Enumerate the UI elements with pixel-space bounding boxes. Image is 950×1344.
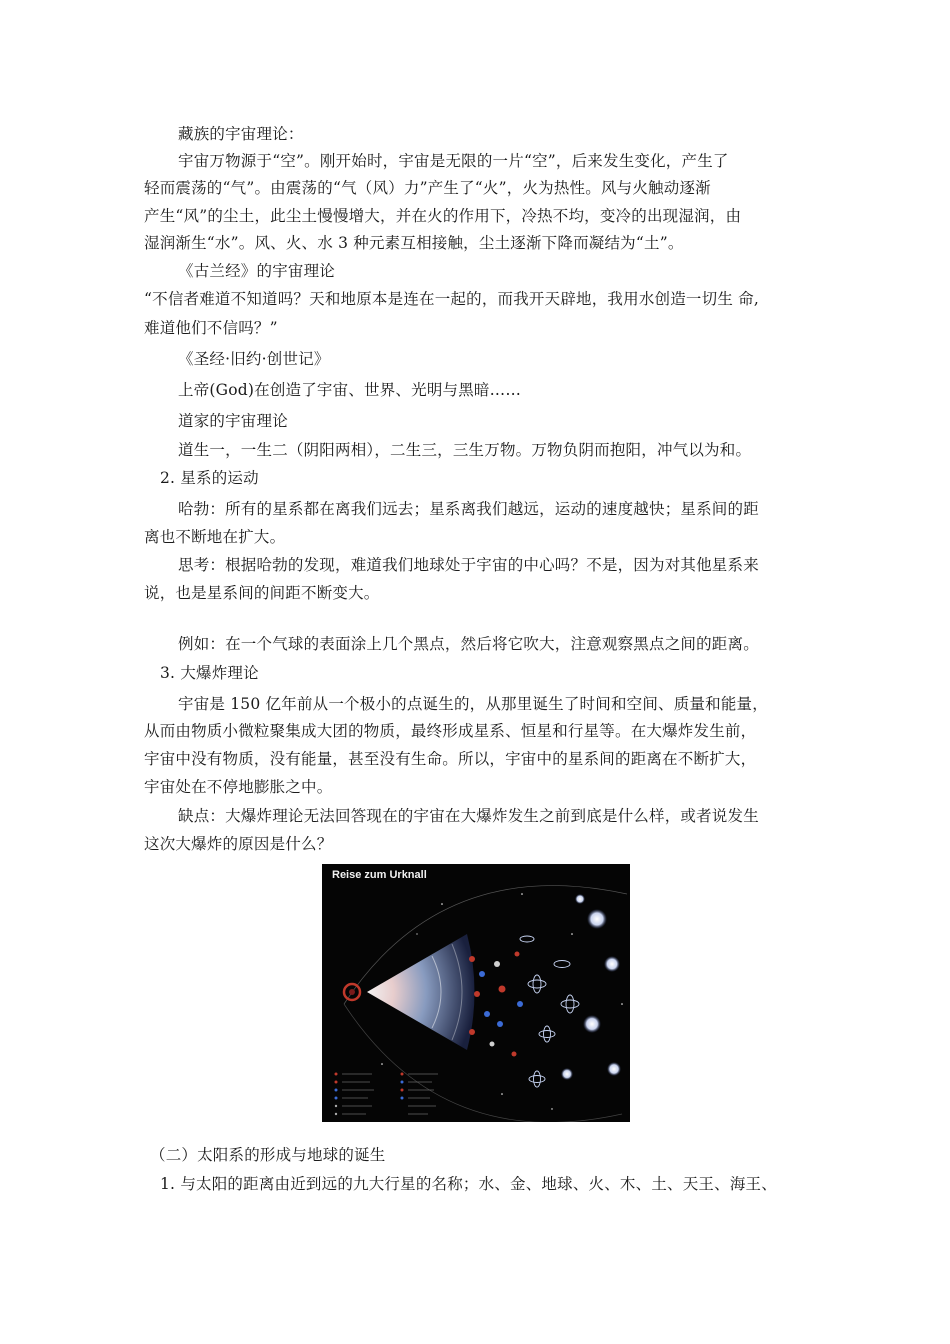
- heading-bible: 《圣经·旧约·创世记》: [178, 350, 330, 368]
- heading-galaxy-motion: 2. 星系的运动: [160, 469, 259, 487]
- paragraph-line: 从而由物质小微粒聚集成大团的物质，最终形成星系、恒星和行星等。在大爆炸发生前，: [144, 722, 757, 740]
- origin-core: [349, 989, 355, 995]
- heading-quran: 《古兰经》的宇宙理论: [178, 262, 336, 280]
- paragraph-line: 湿润渐生“水”。风、火、水 3 种元素互相接触，尘土逐渐下降而凝结为“土”。: [144, 234, 684, 252]
- heading-tibetan: 藏族的宇宙理论：: [178, 125, 304, 143]
- quote-line: “不信者难道不知道吗？天和地原本是连在一起的，而我开天辟地，我用水创造一切生 命,: [144, 290, 759, 308]
- paragraph-line: 宇宙处在不停地膨胀之中。: [144, 778, 333, 796]
- paragraph-line: 说，也是星系间的间距不断变大。: [144, 584, 380, 602]
- bible-text: 上帝(God)在创造了宇宙、世界、光明与黑暗……: [178, 381, 522, 399]
- example-text: 例如：在一个气球的表面涂上几个黑点，然后将它吹大，注意观察黑点之间的距离。: [178, 635, 759, 653]
- paragraph-line: 这次大爆炸的原因是什么？: [144, 835, 333, 853]
- paragraph-line: 宇宙是 150 亿年前从一个极小的点诞生的，从那里诞生了时间和空间、质量和能量，: [178, 695, 768, 713]
- taoist-text: 道生一，一生二（阴阳两相），二生三，三生万物。万物负阴而抱阳，冲气以为和。: [178, 441, 752, 459]
- paragraph-line: 宇宙万物源于“空”。刚开始时，宇宙是无限的一片“空”，后来发生变化，产生了: [178, 152, 729, 170]
- figure-title: Reise zum Urknall: [332, 869, 427, 881]
- quote-line: 难道他们不信吗？”: [144, 319, 278, 337]
- paragraph-line: 思考：根据哈勃的发现，难道我们地球处于宇宙的中心吗？不是，因为对其他星系来: [178, 556, 759, 574]
- heading-big-bang: 3. 大爆炸理论: [160, 664, 259, 682]
- heading-solar-system: （二）太阳系的形成与地球的诞生: [150, 1146, 386, 1164]
- paragraph-line: 宇宙中没有物质，没有能量，甚至没有生命。所以，宇宙中的星系间的距离在不断扩大，: [144, 750, 757, 768]
- list-item: 1. 与太阳的距离由近到远的九大行星的名称；水、金、地球、火、木、土、天王、海王、: [160, 1175, 777, 1193]
- big-bang-illustration: [322, 864, 630, 1122]
- heading-taoist: 道家的宇宙理论: [178, 412, 288, 430]
- paragraph-line: 轻而震荡的“气”。由震荡的“气（风）力”产生了“火”，火为热性。风与火触动逐渐: [144, 179, 711, 197]
- paragraph-line: 产生“风”的尘土，此尘土慢慢增大，并在火的作用下，冷热不均，变冷的出现湿润，由: [144, 207, 742, 225]
- paragraph-line: 离也不断地在扩大。: [144, 528, 286, 546]
- paragraph-line: 哈勃：所有的星系都在离我们远去；星系离我们越远，运动的速度越快；星系间的距: [178, 500, 759, 518]
- paragraph-line: 缺点：大爆炸理论无法回答现在的宇宙在大爆炸发生之前到底是什么样，或者说发生: [178, 807, 759, 825]
